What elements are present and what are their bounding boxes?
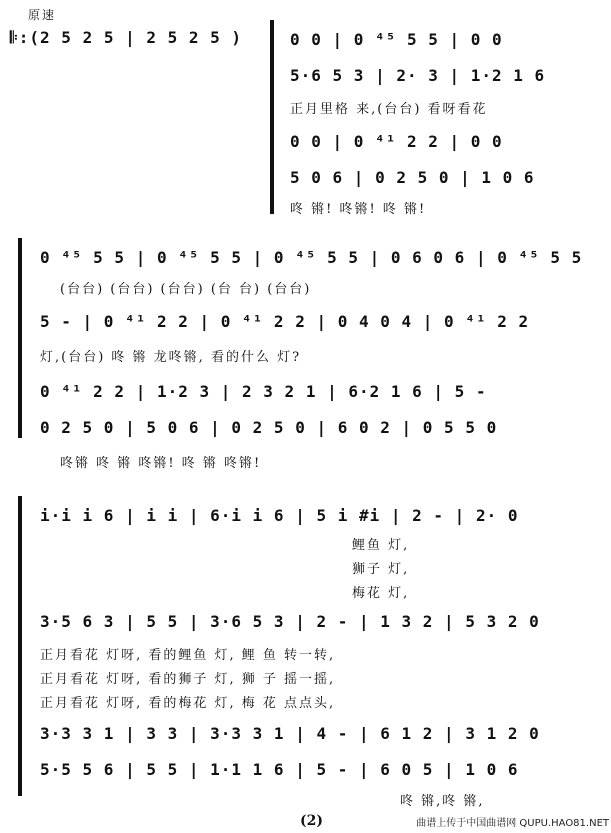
s3-row-2: 3·5 6 3 | 5 5 | 3·6 5 3 | 2 - | 1 3 2 | 5 3 2 0 <box>40 612 540 631</box>
system-3-brace <box>18 496 22 796</box>
s3-lyric-b1: 正月看花 灯呀, 看的鲤鱼 灯, 鲤 鱼 转一转, <box>40 648 336 663</box>
s1-row-3: 0 0 | 0 ⁴¹ 2 2 | 0 0 <box>290 132 503 151</box>
watermark: 曲谱上传于中国曲谱网 QUPU.HAO81.NET <box>416 818 609 829</box>
s3-lyric-c: 咚 锵,咚 锵, <box>400 794 485 809</box>
tempo-mark: 原速 <box>28 8 57 22</box>
s1-lyric-1: 正月里格 来,(台台) 看呀看花 <box>290 102 488 117</box>
s2-lyric-3: 咚锵 咚 锵 咚锵! 咚 锵 咚锵! <box>60 456 262 471</box>
s3-row-3: 3·3 3 1 | 3 3 | 3·3 3 1 | 4 - | 6 1 2 | 3 1 2 0 <box>40 724 540 743</box>
page-number: (2) <box>300 813 323 829</box>
s3-row-4: 5·5 5 6 | 5 5 | 1·1 1 6 | 5 - | 6 0 5 | 1 0 6 <box>40 760 519 779</box>
s2-lyric-1: (台台) (台台) (台台) (台 台) (台台) <box>60 282 312 297</box>
s2-row-2: 5 - | 0 ⁴¹ 2 2 | 0 ⁴¹ 2 2 | 0 4 0 4 | 0 ⁴¹ 2 2 <box>40 312 530 331</box>
s2-row-3: 0 ⁴¹ 2 2 | 1·2 3 | 2 3 2 1 | 6·2 1 6 | 5 - <box>40 382 487 401</box>
s3-lyric-b2: 正月看花 灯呀, 看的狮子 灯, 狮 子 摇一摇, <box>40 672 336 687</box>
s1-row-2: 5·6 5 3 | 2· 3 | 1·2 1 6 <box>290 66 546 85</box>
s3-lyric-a1: 鲤鱼 灯, <box>352 538 410 553</box>
s3-lyric-a2: 狮子 灯, <box>352 562 410 577</box>
s2-row-4: 0 2 5 0 | 5 0 6 | 0 2 5 0 | 6 0 2 | 0 5 5 0 <box>40 418 498 437</box>
intro-repeat: 𝄆:(2 5 2 5 | 2 5 2 5 ) <box>10 28 243 47</box>
s3-lyric-a3: 梅花 灯, <box>352 586 410 601</box>
s2-lyric-2: 灯,(台台) 咚 锵 龙咚锵, 看的什么 灯? <box>40 350 302 365</box>
s2-row-1: 0 ⁴⁵ 5 5 | 0 ⁴⁵ 5 5 | 0 ⁴⁵ 5 5 | 0 6 0 6 | 0 ⁴⁵ 5 5 <box>40 248 583 267</box>
s1-lyric-2: 咚 锵! 咚锵! 咚 锵! <box>290 202 427 217</box>
system-2-brace <box>18 238 22 438</box>
s1-row-1: 0 0 | 0 ⁴⁵ 5 5 | 0 0 <box>290 30 503 49</box>
s3-lyric-b3: 正月看花 灯呀, 看的梅花 灯, 梅 花 点点头, <box>40 696 336 711</box>
s3-row-1: i·i i 6 | i i | 6·i i 6 | 5 i #i | 2 - | 2· 0 <box>40 506 519 525</box>
system-1-brace <box>270 20 274 214</box>
s1-row-4: 5 0 6 | 0 2 5 0 | 1 0 6 <box>290 168 535 187</box>
